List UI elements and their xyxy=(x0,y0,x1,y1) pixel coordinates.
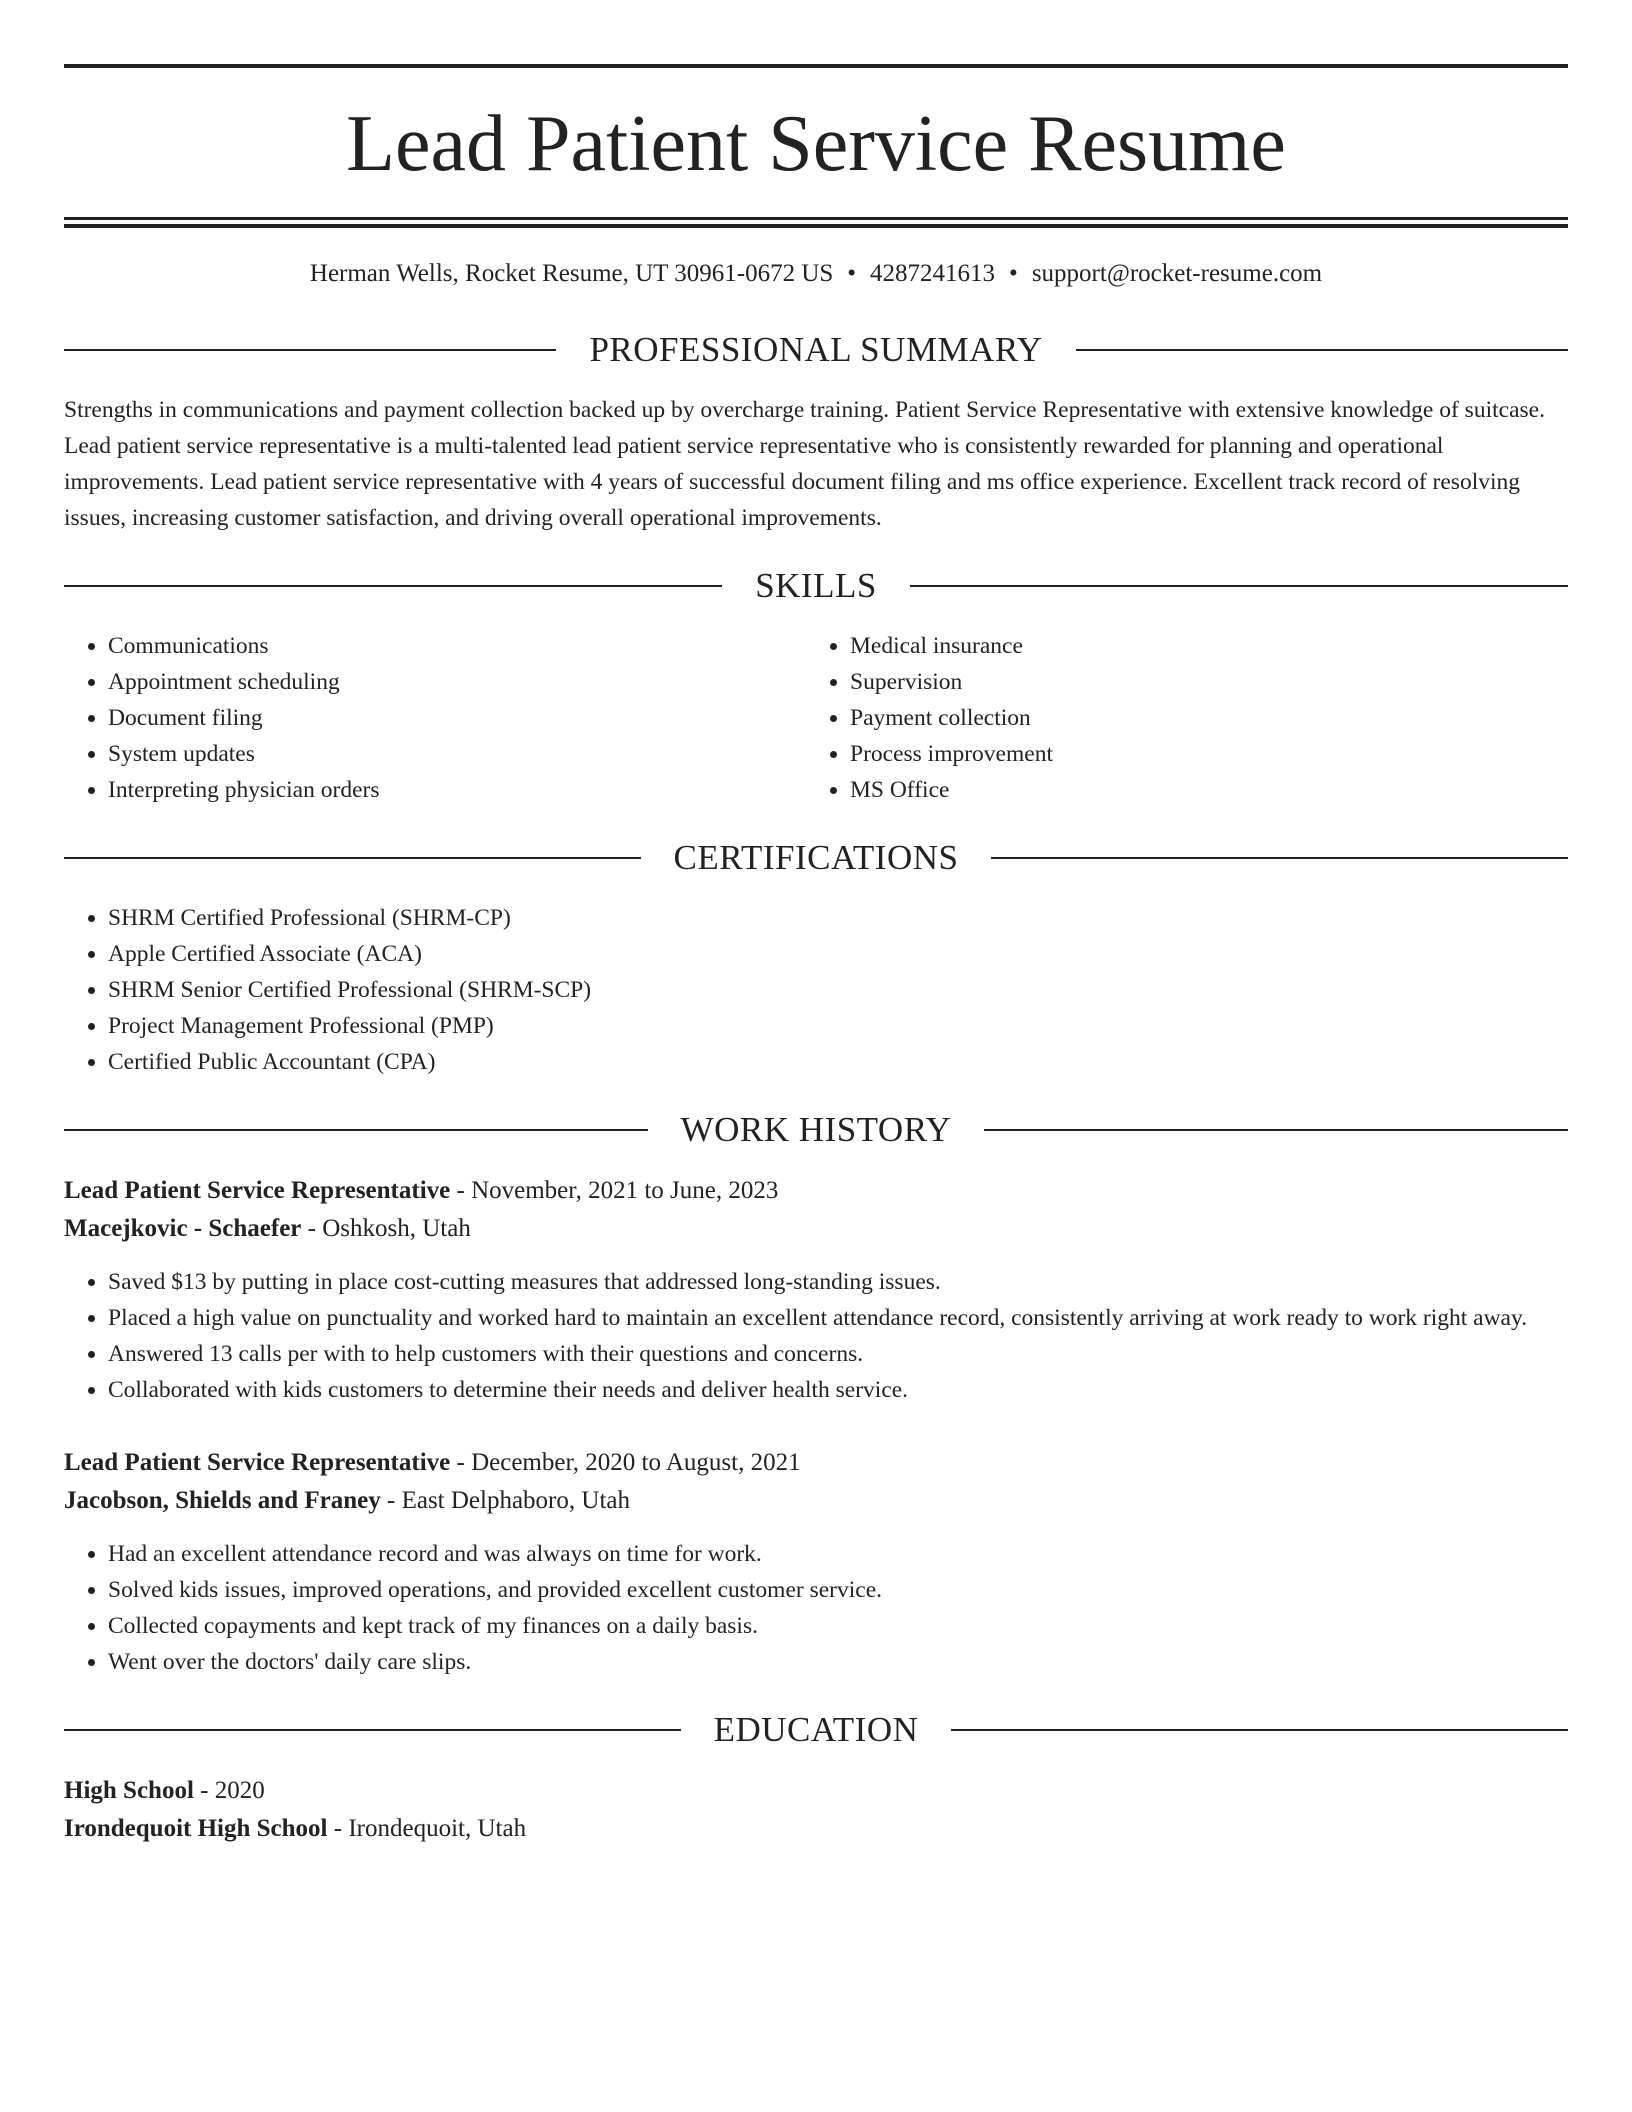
section-header-skills xyxy=(64,566,1568,606)
contact-phone: 4287241613 xyxy=(870,260,996,287)
education-location: - Irondequoit, Utah xyxy=(327,1815,527,1842)
header-rule xyxy=(64,857,641,859)
job-bullet: • Answered 13 calls per with to help customers with their questions and concerns. xyxy=(108,1336,1568,1372)
section-title-work-history: WORK HISTORY xyxy=(680,1110,952,1149)
education-school-line xyxy=(64,1810,1568,1848)
section-title-certifications: CERTIFICATIONS xyxy=(673,838,959,877)
job-title: Lead Patient Service Representative xyxy=(64,1177,451,1204)
job-dates: - November, 2021 to June, 2023 xyxy=(450,1177,779,1204)
skill-item: • Appointment scheduling xyxy=(108,664,806,700)
job-entry xyxy=(64,1172,1568,1408)
section-header-education xyxy=(64,1710,1568,1750)
section-header-work-history xyxy=(64,1110,1568,1150)
job-title: Lead Patient Service Representative xyxy=(64,1449,451,1476)
contact-separator: • xyxy=(847,260,857,287)
section-title-education: EDUCATION xyxy=(713,1710,919,1749)
certification-item: • Project Management Professional (PMP) xyxy=(108,1008,1568,1044)
summary-text: Strengths in communications and payment collection backed up by overcharge training. Patient Service Representative with extensive knowledge of suitcase. Lead patient service representative is a multi-talented lead patient service representative who is consistently rewarded for planning and operational improvements. Lead patient service representative with 4 years of successful document filing and ms office experience. Excellent track record of resolving issues, increasing customer satisfaction, and driving overall operational improvements. xyxy=(64,397,1545,531)
job-location: - Oshkosh, Utah xyxy=(301,1215,471,1242)
section-header-summary xyxy=(64,330,1568,370)
header-rule xyxy=(64,585,722,587)
job-bullet: • Had an excellent attendance record and was always on time for work. xyxy=(108,1536,1568,1572)
skill-item: • MS Office xyxy=(850,772,1548,808)
job-bullets xyxy=(64,1264,1568,1408)
certification-item: • SHRM Senior Certified Professional (SHRM-SCP) xyxy=(108,972,1568,1008)
skill-item: • Payment collection xyxy=(850,700,1548,736)
skill-item: • Medical insurance xyxy=(850,628,1548,664)
header-rule xyxy=(951,1729,1568,1731)
job-title-line xyxy=(64,1172,1568,1210)
skills-column-right xyxy=(806,628,1548,808)
top-rule xyxy=(64,64,1568,68)
section-title-skills: SKILLS xyxy=(755,566,877,605)
skill-item: • Process improvement xyxy=(850,736,1548,772)
job-dates: - December, 2020 to August, 2021 xyxy=(450,1449,801,1476)
resume-title: Lead Patient Service Resume xyxy=(346,100,1286,188)
skills-column-left xyxy=(64,628,806,808)
skill-item: • Communications xyxy=(108,628,806,664)
job-company: Jacobson, Shields and Franey xyxy=(64,1487,381,1514)
header-rule xyxy=(64,349,556,351)
job-bullet: • Went over the doctors' daily care slips. xyxy=(108,1644,1568,1680)
skill-item: • Interpreting physician orders xyxy=(108,772,806,808)
job-company-line xyxy=(64,1482,1568,1520)
header-rule xyxy=(991,857,1568,859)
certifications-list xyxy=(64,900,1568,1080)
job-bullet: • Solved kids issues, improved operations, and provided excellent customer service. xyxy=(108,1572,1568,1608)
contact-line xyxy=(64,258,1568,290)
header-rule xyxy=(1076,349,1568,351)
education-degree: High School xyxy=(64,1777,194,1804)
education-year: - 2020 xyxy=(193,1777,265,1804)
certification-item: • SHRM Certified Professional (SHRM-CP) xyxy=(108,900,1568,936)
header-rule xyxy=(984,1129,1568,1131)
contact-email: support@rocket-resume.com xyxy=(1031,260,1323,287)
job-bullet: • Placed a high value on punctuality and worked hard to maintain an excellent attendance record, consistently arriving at work ready to work right away. xyxy=(108,1300,1568,1336)
certification-item: • Apple Certified Associate (ACA) xyxy=(108,936,1568,972)
job-company-line xyxy=(64,1210,1568,1248)
header-rule xyxy=(64,1129,648,1131)
skill-item: • Supervision xyxy=(850,664,1548,700)
header-rule xyxy=(910,585,1568,587)
contact-address: Herman Wells, Rocket Resume, UT 30961-0672 US xyxy=(309,260,834,287)
certification-item: • Certified Public Accountant (CPA) xyxy=(108,1044,1568,1080)
education-school: Irondequoit High School xyxy=(64,1815,328,1842)
contact-separator: • xyxy=(1009,260,1018,287)
job-bullet: • Collaborated with kids customers to determine their needs and deliver health service. xyxy=(108,1372,1568,1408)
education-degree-line xyxy=(64,1772,1568,1810)
resume-page xyxy=(64,64,1568,1848)
skills-list xyxy=(64,628,1568,808)
job-entry xyxy=(64,1444,1568,1680)
job-bullet: • Collected copayments and kept track of my finances on a daily basis. xyxy=(108,1608,1568,1644)
skill-item: • Document filing xyxy=(108,700,806,736)
header-rule xyxy=(64,1729,681,1731)
job-company: Macejkovic - Schaefer xyxy=(64,1215,302,1242)
education-entry xyxy=(64,1772,1568,1848)
section-header-certifications xyxy=(64,838,1568,878)
job-location: - East Delphaboro, Utah xyxy=(380,1487,630,1514)
job-bullet: • Saved $13 by putting in place cost-cutting measures that addressed long-standing issues. xyxy=(108,1264,1568,1300)
title-double-rule xyxy=(64,217,1568,228)
skill-item: • System updates xyxy=(108,736,806,772)
job-title-line xyxy=(64,1444,1568,1482)
section-title-summary: PROFESSIONAL SUMMARY xyxy=(589,330,1043,369)
job-bullets xyxy=(64,1536,1568,1680)
